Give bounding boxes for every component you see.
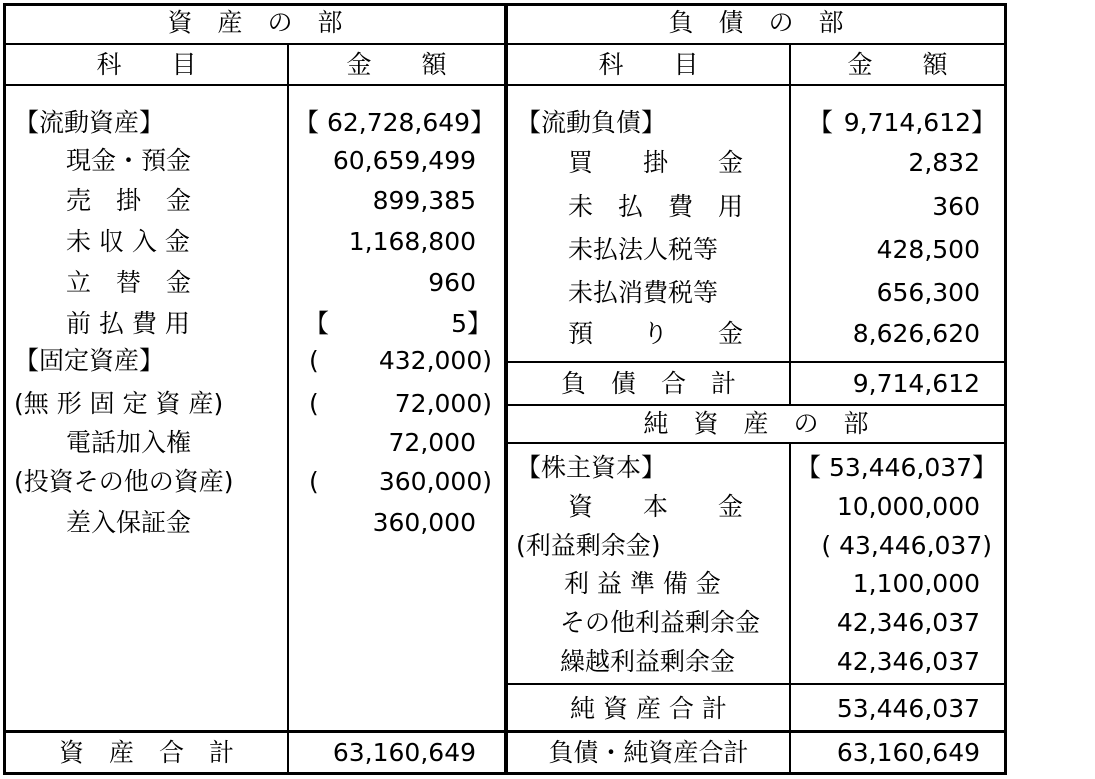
asset-amount: 【 62,728,649】 <box>294 108 496 137</box>
net-asset-amount: 42,346,037 <box>836 608 980 637</box>
liability-amount: 656,300 <box>876 278 980 307</box>
asset-amount-open: ( <box>309 389 319 418</box>
liabilities-section-header: 負 債 の 部 <box>668 8 844 37</box>
asset-label: (投資その他の資産) <box>14 467 234 496</box>
asset-label: 立 替 金 <box>66 268 192 297</box>
grand-total-amount: 63,160,649 <box>836 738 980 767</box>
asset-label: 未 収 入 金 <box>66 227 190 256</box>
asset-amount-open: ( <box>309 346 319 375</box>
asset-label: 【固定資産】 <box>14 346 165 375</box>
liability-label: 買 掛 金 <box>568 148 744 177</box>
net-assets-section-header: 純 資 産 の 部 <box>643 409 869 438</box>
assets-amount-col-header: 金 額 <box>346 50 447 79</box>
asset-label: 差入保証金 <box>66 508 192 537</box>
rule-liab-amount-lower <box>789 442 791 775</box>
net-asset-label: (利益剰余金) <box>516 531 661 560</box>
asset-amount: 360,000) <box>378 467 492 496</box>
asset-amount-open: ( <box>309 467 319 496</box>
net-asset-amount: ( 43,446,037) <box>821 531 992 560</box>
liabilities-total-label: 負 債 合 計 <box>560 369 736 398</box>
net-asset-amount: 10,000,000 <box>836 492 980 521</box>
net-asset-label: 繰越利益剰余金 <box>560 647 736 676</box>
liability-amount: 428,500 <box>876 235 980 264</box>
asset-amount-open: 【 <box>304 309 330 338</box>
asset-amount: 360,000 <box>372 508 476 537</box>
net-assets-total-amount: 53,446,037 <box>836 694 980 723</box>
border-left <box>3 3 6 775</box>
liability-label: 預 り 金 <box>568 319 744 348</box>
net-asset-label: その他利益剰余金 <box>560 608 761 637</box>
rule-netassets-header <box>508 442 1007 444</box>
net-asset-label: 【株主資本】 <box>516 453 667 482</box>
liab-account-col-header: 科 目 <box>598 50 699 79</box>
net-asset-label: 資 本 金 <box>568 492 744 521</box>
liability-amount: 2,832 <box>908 148 980 177</box>
liability-amount-open: 【 <box>808 108 834 137</box>
assets-total-label: 資 産 合 計 <box>58 738 234 767</box>
liability-label: 未払法人税等 <box>568 235 719 264</box>
asset-label: 【流動資産】 <box>14 108 165 137</box>
liability-amount: 9,714,612】 <box>843 108 996 137</box>
border-right <box>1004 3 1007 775</box>
asset-amount: 60,659,499 <box>332 146 476 175</box>
asset-amount: 72,000) <box>394 389 492 418</box>
net-asset-amount: 【 53,446,037】 <box>796 453 998 482</box>
liability-label: 未 払 費 用 <box>568 192 744 221</box>
asset-amount: 899,385 <box>372 186 476 215</box>
asset-label: (無 形 固 定 資 産) <box>14 389 224 418</box>
rule-netassets-total <box>508 683 1007 685</box>
net-assets-total-label: 純 資 産 合 計 <box>570 694 727 723</box>
asset-amount: 432,000) <box>378 346 492 375</box>
net-asset-amount: 42,346,037 <box>836 647 980 676</box>
asset-amount: 72,000 <box>388 428 476 457</box>
rule-liab-total-top <box>508 361 1007 363</box>
asset-amount: 960 <box>428 268 476 297</box>
liability-amount: 360 <box>932 192 980 221</box>
asset-amount: 5】 <box>451 309 492 338</box>
liabilities-total-amount: 9,714,612 <box>852 369 980 398</box>
net-asset-label: 利 益 準 備 金 <box>564 569 721 598</box>
assets-total-amount: 63,160,649 <box>332 738 476 767</box>
rule-assets-amount <box>287 43 289 775</box>
assets-section-header: 資 産 の 部 <box>167 8 343 37</box>
asset-label: 売 掛 金 <box>66 186 192 215</box>
rule-liab-total-bottom <box>508 404 1007 406</box>
net-asset-amount: 1,100,000 <box>852 569 980 598</box>
asset-label: 現金・預金 <box>66 146 192 175</box>
liability-label: 未払消費税等 <box>568 278 719 307</box>
asset-label: 電話加入権 <box>66 428 192 457</box>
liability-label: 【流動負債】 <box>516 108 667 137</box>
assets-account-col-header: 科 目 <box>96 50 197 79</box>
liab-amount-col-header: 金 額 <box>847 50 948 79</box>
asset-label: 前 払 費 用 <box>66 309 190 338</box>
asset-amount: 1,168,800 <box>348 227 476 256</box>
liability-amount: 8,626,620 <box>852 319 980 348</box>
rule-liab-amount-upper <box>789 43 791 406</box>
grand-total-label: 負債・純資産合計 <box>548 738 749 767</box>
